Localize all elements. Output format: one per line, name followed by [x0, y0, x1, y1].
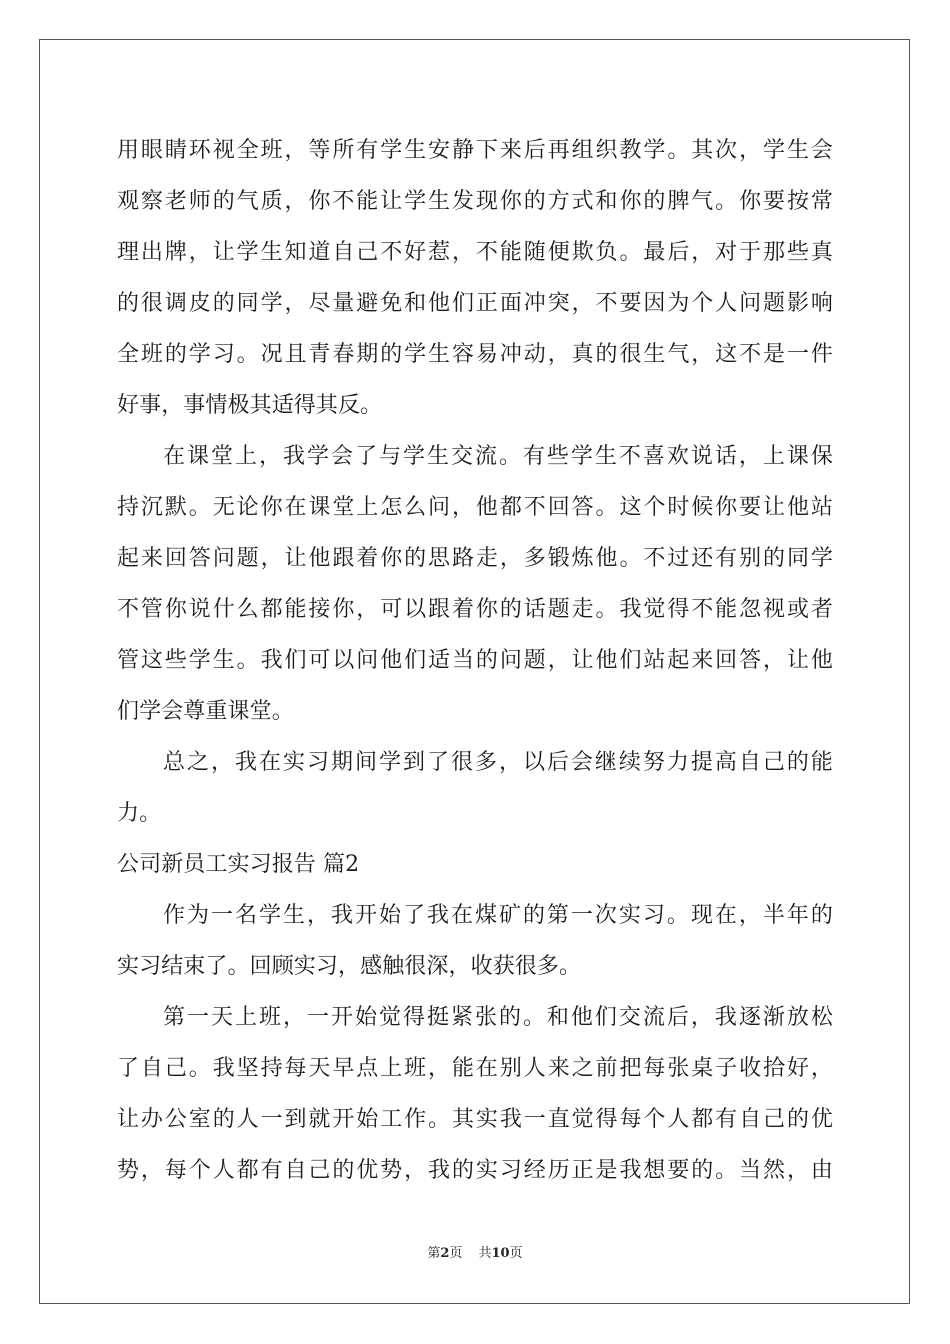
paragraph-start-line: 总之，我在实习期间学到了很多，以后会继续努力提高自己的能: [163, 750, 833, 775]
footer-total-prefix: 共: [478, 1246, 492, 1261]
section-heading: 公司新员工实习报告 篇2: [117, 852, 360, 877]
text-line: 不管你说什么都能接你，可以跟着你的话题走。我觉得不能忽视或者: [117, 597, 833, 622]
page-footer: [0, 1244, 950, 1264]
paragraph-start-line: 作为一名学生，我开始了我在煤矿的第一次实习。现在，半年的: [163, 903, 833, 928]
footer-total-suffix: 页: [509, 1246, 523, 1261]
text-line: 理出牌，让学生知道自己不好惹，不能随便欺负。最后，对于那些真: [117, 240, 833, 265]
text-line: 的很调皮的同学，尽量避免和他们正面冲突，不要因为个人问题影响: [117, 291, 833, 316]
text-line: 用眼睛环视全班，等所有学生安静下来后再组织教学。其次，学生会: [117, 138, 833, 163]
text-line: 势，每个人都有自己的优势，我的实习经历正是我想要的。当然，由: [117, 1158, 833, 1183]
text-line: 管这些学生。我们可以问他们适当的问题，让他们站起来回答，让他: [117, 648, 833, 673]
text-line: 观察老师的气质，你不能让学生发现你的方式和你的脾气。你要按常: [117, 189, 833, 214]
paragraph-start-line: 第一天上班，一开始觉得挺紧张的。和他们交流后，我逐渐放松: [163, 1005, 833, 1030]
total-page-count: 10: [491, 1246, 510, 1261]
text-line: 起来回答问题，让他跟着你的思路走，多锻炼他。不过还有别的同学: [117, 546, 833, 571]
footer-page-suffix: 页: [449, 1246, 463, 1261]
text-line: 持沉默。无论你在课堂上怎么问，他都不回答。这个时候你要让他站: [117, 495, 833, 520]
current-page-number: 2: [440, 1246, 450, 1261]
text-line: 们学会尊重课堂。: [117, 699, 294, 724]
text-line: 好事，事情极其适得其反。: [117, 393, 383, 418]
text-line: 实习结束了。回顾实习，感触很深，收获很多。: [117, 954, 582, 979]
text-line: 力。: [117, 801, 162, 826]
document-body: [117, 125, 833, 1196]
text-line: 全班的学习。况且青春期的学生容易冲动，真的很生气，这不是一件: [117, 342, 833, 367]
footer-prefix: 第: [427, 1246, 441, 1261]
text-line: 了自己。我坚持每天早点上班，能在别人来之前把每张桌子收拾好，: [117, 1056, 833, 1081]
paragraph-start-line: 在课堂上，我学会了与学生交流。有些学生不喜欢说话，上课保: [163, 444, 833, 469]
text-line: 让办公室的人一到就开始工作。其实我一直觉得每个人都有自己的优: [117, 1107, 833, 1132]
